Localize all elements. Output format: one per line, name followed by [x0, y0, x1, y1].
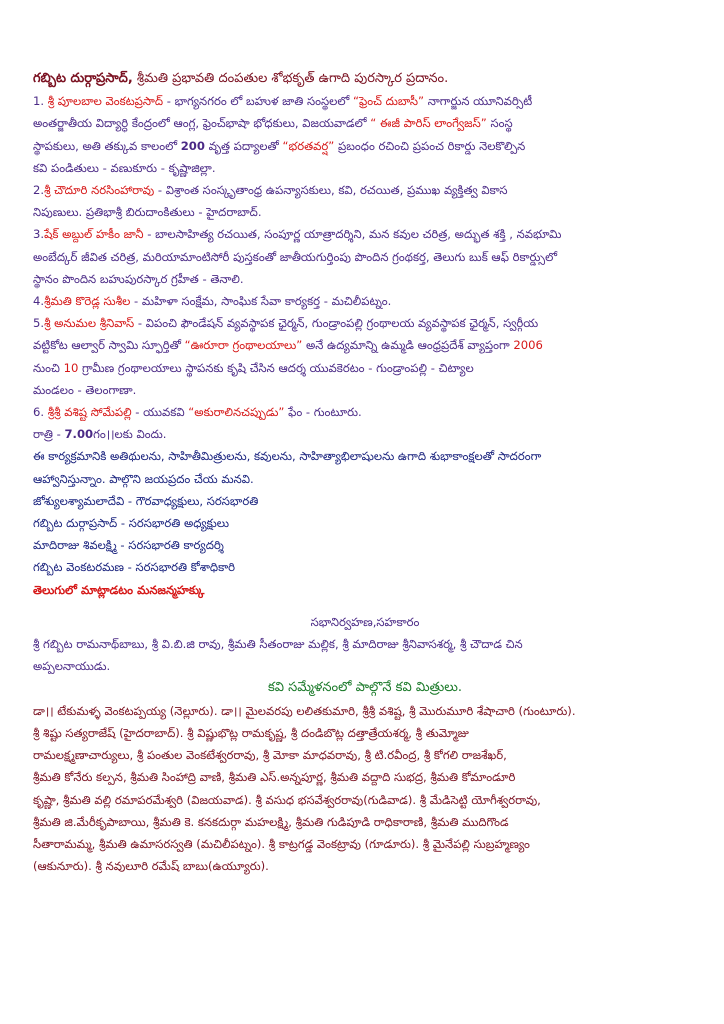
text-segment: నుంచి	[33, 360, 64, 375]
text-segment: రాత్రి -	[33, 427, 65, 442]
invitation-document	[33, 68, 697, 877]
text-segment: “ఫ్రెంచ్ దుబాసీ”	[353, 94, 425, 109]
awardee-line	[33, 246, 697, 268]
text-segment: “భరతవర్ష”	[282, 138, 335, 153]
header-name: గబ్బిట దుర్గాప్రసాద్,	[33, 71, 133, 86]
text-segment: డా।। టేకుమళ్ళ వెంకటప్పయ్య (నెల్లూరు). డా।। మైలవరపు లలితకుమారి, శ్రీశ్రీ వశిష్ట, శ్రీ మొరుమూరి శేషాచారి (గుంటూరు).	[33, 703, 576, 718]
awardee-entry	[33, 90, 697, 179]
text-segment: - బాలసాహిత్య రచయిత, సంపూర్ణ యాత్రాదర్శిని, మన కవుల చరిత్ర, అద్భుత శక్తి , నవభూమి	[143, 227, 562, 242]
text-segment: శ్రీ చౌదూరి నరసింహారావు	[44, 183, 155, 198]
awardee-line	[33, 312, 697, 334]
organizer-line	[33, 534, 697, 556]
coordinator-line	[33, 655, 697, 677]
text-segment: 200	[180, 138, 205, 153]
text-segment: శ్రీ గబ్బిట రామనాథ్‌బాబు, శ్రీ వి.బి.జి రావు, శ్రీమతి సీతంరాజు మల్లిక, శ్రీ మాదిరాజు శ్రీనివాసశర్మ, శ్రీ చౌదాడ చిన	[33, 637, 523, 652]
dinner-notice	[33, 423, 697, 445]
awardee-line	[33, 401, 697, 423]
awardee-line	[33, 112, 697, 134]
poet-line	[33, 789, 697, 811]
awardee-line	[33, 379, 697, 401]
poet-line	[33, 833, 697, 855]
text-segment: మాదిరాజు శివలక్ష్మి - సరసభారతి కార్యదర్శి	[33, 538, 224, 553]
awardee-line	[33, 268, 697, 290]
awardee-list	[33, 90, 697, 423]
text-segment: ప్రబంధం రచించి ప్రపంచ రికార్డు నెలకొల్పిన	[334, 138, 526, 153]
text-segment: 3.	[33, 227, 45, 242]
poets-heading: కవి సమ్మేళనంలో పాల్గొనే కవి మిత్రులు.	[267, 680, 463, 696]
text-segment: గ్రామీణ గ్రంథాలయాలు స్థాపనకు కృషి చేసిన ఆదర్శ యువకెరటం - గుండ్రాంపల్లి - చిట్యాల	[78, 360, 474, 375]
text-segment: అనే ఉద్యమాన్ని ఉమ్మడి ఆంధ్రప్రదేశ్ వ్యాప్తంగా	[302, 338, 514, 353]
awardee-entry	[33, 312, 697, 401]
poet-line	[33, 811, 697, 833]
poet-line	[33, 722, 697, 744]
text-segment: “అకురాలినచప్పుడు”	[188, 405, 285, 420]
text-segment: అప్పలనాయుడు.	[33, 659, 111, 674]
text-segment: శ్రీ శిష్టు సత్యరాజేష్ (హైదరాబాద్). శ్రీ విష్ణుభొట్ల రామకృష్ణ, శ్రీ దండిబొట్ల దత్తాత్రేయశర్మ, శ్రీ తుమ్మోజు	[33, 725, 469, 740]
awardee-line	[33, 90, 697, 112]
text-segment: మండలం - తెలంగాణా.	[33, 382, 137, 397]
text-segment: కవి పండితులు - వణుకూరు - కృష్ణాజిల్లా.	[33, 160, 216, 175]
text-segment: 10	[63, 360, 79, 375]
text-segment: 5.	[33, 316, 45, 331]
text-segment: - విశ్రాంత సంస్కృతాంధ్ర ఉపన్యాసకులు, కవి, రచయిత, ప్రముఖ వ్యక్తిత్వ వికాస	[154, 183, 508, 198]
text-segment: స్థాపకులు, అతి తక్కువ కాలంలో	[33, 138, 181, 153]
awardee-line	[33, 135, 697, 157]
text-segment: 7.00	[64, 427, 94, 442]
invitation-line	[33, 445, 697, 467]
text-segment: ఆహ్వానిస్తున్నాం. పాల్గొని జయప్రదం చేయ మనవి.	[33, 471, 254, 486]
awardee-entry	[33, 401, 697, 423]
organizer-line	[33, 512, 697, 534]
awardee-line	[33, 157, 697, 179]
text-segment: శ్రీమతి జి.మేరీకృపాబాయి, శ్రీమతి కె. కనకదుర్గా మహలక్ష్మి, శ్రీమతి గుడిపూడి రాధికారాణి, శ్రీమతి ముదిగొండ	[33, 814, 509, 829]
text-segment: (ఆకునూరు). శ్రీ నవులూరి రమేష్ బాబు(ఉయ్యూరు).	[33, 859, 269, 874]
text-segment: శ్రీశ్రీ వశిష్ట సోమేపల్లి	[47, 405, 132, 420]
text-segment: 1.	[33, 94, 48, 109]
coordination-heading: సభానిర్వహణ,సహకారం	[310, 614, 420, 629]
text-segment: “ఊరూరా గ్రంథాలయాలు”	[184, 338, 303, 353]
poet-line	[33, 766, 697, 788]
text-segment: గం।।లకు విందు.	[93, 427, 167, 442]
awardee-entry	[33, 179, 697, 223]
text-segment: నాగార్జున యూనివర్సిటీ	[424, 94, 533, 109]
awardee-line	[33, 201, 697, 223]
awardee-entry	[33, 223, 697, 290]
text-segment: 2006	[513, 338, 543, 353]
text-segment: రామలక్ష్మణాచార్యులు, శ్రీ పంతుల వెంకటేశ్వరరావు, శ్రీ మోకా మాధవరావు, శ్రీ టి.రవీంద్ర, శ్రీ కోగలి రాజశేఖర్,	[33, 748, 507, 763]
coordinator-line	[33, 633, 697, 655]
text-segment: 6.	[33, 405, 48, 420]
header-title	[33, 68, 697, 90]
text-segment: ఈ కార్యక్రమానికి అతిథులను, సాహితీమిత్రులను, కవులను, సాహిత్యాభిలాషులను ఉగాది శుభాకాంక్షలతో సాదరంగా	[33, 449, 542, 464]
coordination-list	[33, 633, 697, 677]
text-segment: జోశ్యులశ్యామలాదేవి - గౌరవాధ్యక్షులు, సరసభారతి	[33, 493, 259, 508]
text-segment: గబ్బిట దుర్గాప్రసాద్ - సరసభారతి అధ్యక్షులు	[33, 516, 229, 531]
text-segment: సీతారామమ్మ, శ్రీమతి ఉమాసరస్వతి (మచిలీపట్నం). శ్రీ కాట్రగడ్డ వెంకట్రావు (గూడూరు). శ్రీ మైనేపల్లి సుబ్రహ్మణ్యం	[33, 836, 530, 851]
text-segment: గబ్బిట వెంకటరమణ - సరసభారతి కోశాధికారి	[33, 560, 236, 575]
awardee-line	[33, 334, 697, 356]
text-segment: సంస్థ	[486, 116, 513, 131]
text-segment: - భాగ్యనగరం లో బహుళ జాతి సంస్థలలో	[163, 94, 354, 109]
text-segment: ఫేం - గుంటూరు.	[284, 405, 362, 420]
text-segment: షేక్ అబ్దుల్ హకీం జానీ	[44, 227, 144, 242]
awardee-line	[33, 290, 697, 312]
text-segment: - మహిళా సంక్షేమ, సాంఘిక సేవా కార్యకర్త - మచిలీపట్నం.	[130, 294, 392, 309]
organizer-list	[33, 490, 697, 579]
awardee-line	[33, 357, 697, 379]
organizer-line	[33, 556, 697, 578]
text-segment: నిపుణులు. ప్రతిభాశ్రీ బిరుదాంకితులు - హైదరాబాద్.	[33, 205, 262, 220]
poet-line	[33, 744, 697, 766]
text-segment: అంబేద్కర్ జీవిత చరిత్ర, మరియామాంటిసోరీ పుస్తకంతో జాతీయగుర్తింపు పొందిన గ్రంథకర్త, తెలుగు బుక్ ఆఫ్ రికార్డ్సులో	[33, 249, 558, 264]
text-segment: కృష్ణా, శ్రీమతి వల్లి రమాపరమేశ్వరి (విజయవాడ). శ్రీ వసుధ భసవేశ్వరరావు(గుడివాడ). శ్రీ మేడిసెట్టి యోగీశ్వరరావు,	[33, 792, 541, 807]
text-segment: - విపంచి ఫౌండేషన్ వ్యవస్థాపక ఛైర్మన్, గుండ్రాంపల్లి గ్రంథాలయ వ్యవస్థాపక ఛైర్మన్, స్వర్గీయ	[134, 316, 539, 331]
poet-line	[33, 700, 697, 722]
text-segment: “ ఈజీ పారిస్ లాంగ్వేజస్”	[370, 116, 487, 131]
text-segment: - యువకవి	[131, 405, 189, 420]
awardee-line	[33, 223, 697, 245]
text-segment: శ్రీమతి కోనేరు కల్పన, శ్రీమతి సింహాద్రి వాణి, శ్రీమతి ఎస్.అన్నపూర్ణ, శ్రీమతి వద్దాది సుభద్ర, శ్రీమతి కోమాండూరి	[33, 770, 516, 785]
poet-list	[33, 700, 697, 878]
organizer-line	[33, 490, 697, 512]
invitation-line	[33, 468, 697, 490]
text-segment: 4.	[33, 294, 45, 309]
text-segment: స్థానం పొందిన బహుపురస్కార గ్రహీత - తెనాలి.	[33, 271, 244, 286]
poet-line	[33, 855, 697, 877]
text-segment: వృత్త పద్యాలతో	[204, 138, 283, 153]
text-segment: శ్రీ అనుమల శ్రీనివాస్	[44, 316, 135, 331]
text-segment: శ్రీ పూలబాల వెంకటప్రసాద్	[47, 94, 164, 109]
dinner-line	[33, 423, 697, 445]
invitation-text	[33, 445, 697, 489]
header-text: శ్రీమతి ప్రభావతి దంపతుల శోభకృత్ ఉగాది పురస్కార ప్రదానం.	[136, 71, 449, 86]
awardee-line	[33, 179, 697, 201]
text-segment: 2.	[33, 183, 45, 198]
awardee-entry	[33, 290, 697, 312]
slogan: తెలుగులో మాట్లాడటం మనజన్మహక్కు	[33, 582, 205, 597]
text-segment: శ్రీమతి కొరెడ్ల సుశీల	[44, 294, 131, 309]
text-segment: వట్టికోట ఆల్వార్ స్వామి స్ఫూర్తితో	[33, 338, 185, 353]
text-segment: అంతర్జాతీయ విద్యార్ధి కేంద్రంలో ఆంగ్ల, ఫ్రెంచ్‌భాషా భోధకులు, విజయవాడలో	[33, 116, 371, 131]
